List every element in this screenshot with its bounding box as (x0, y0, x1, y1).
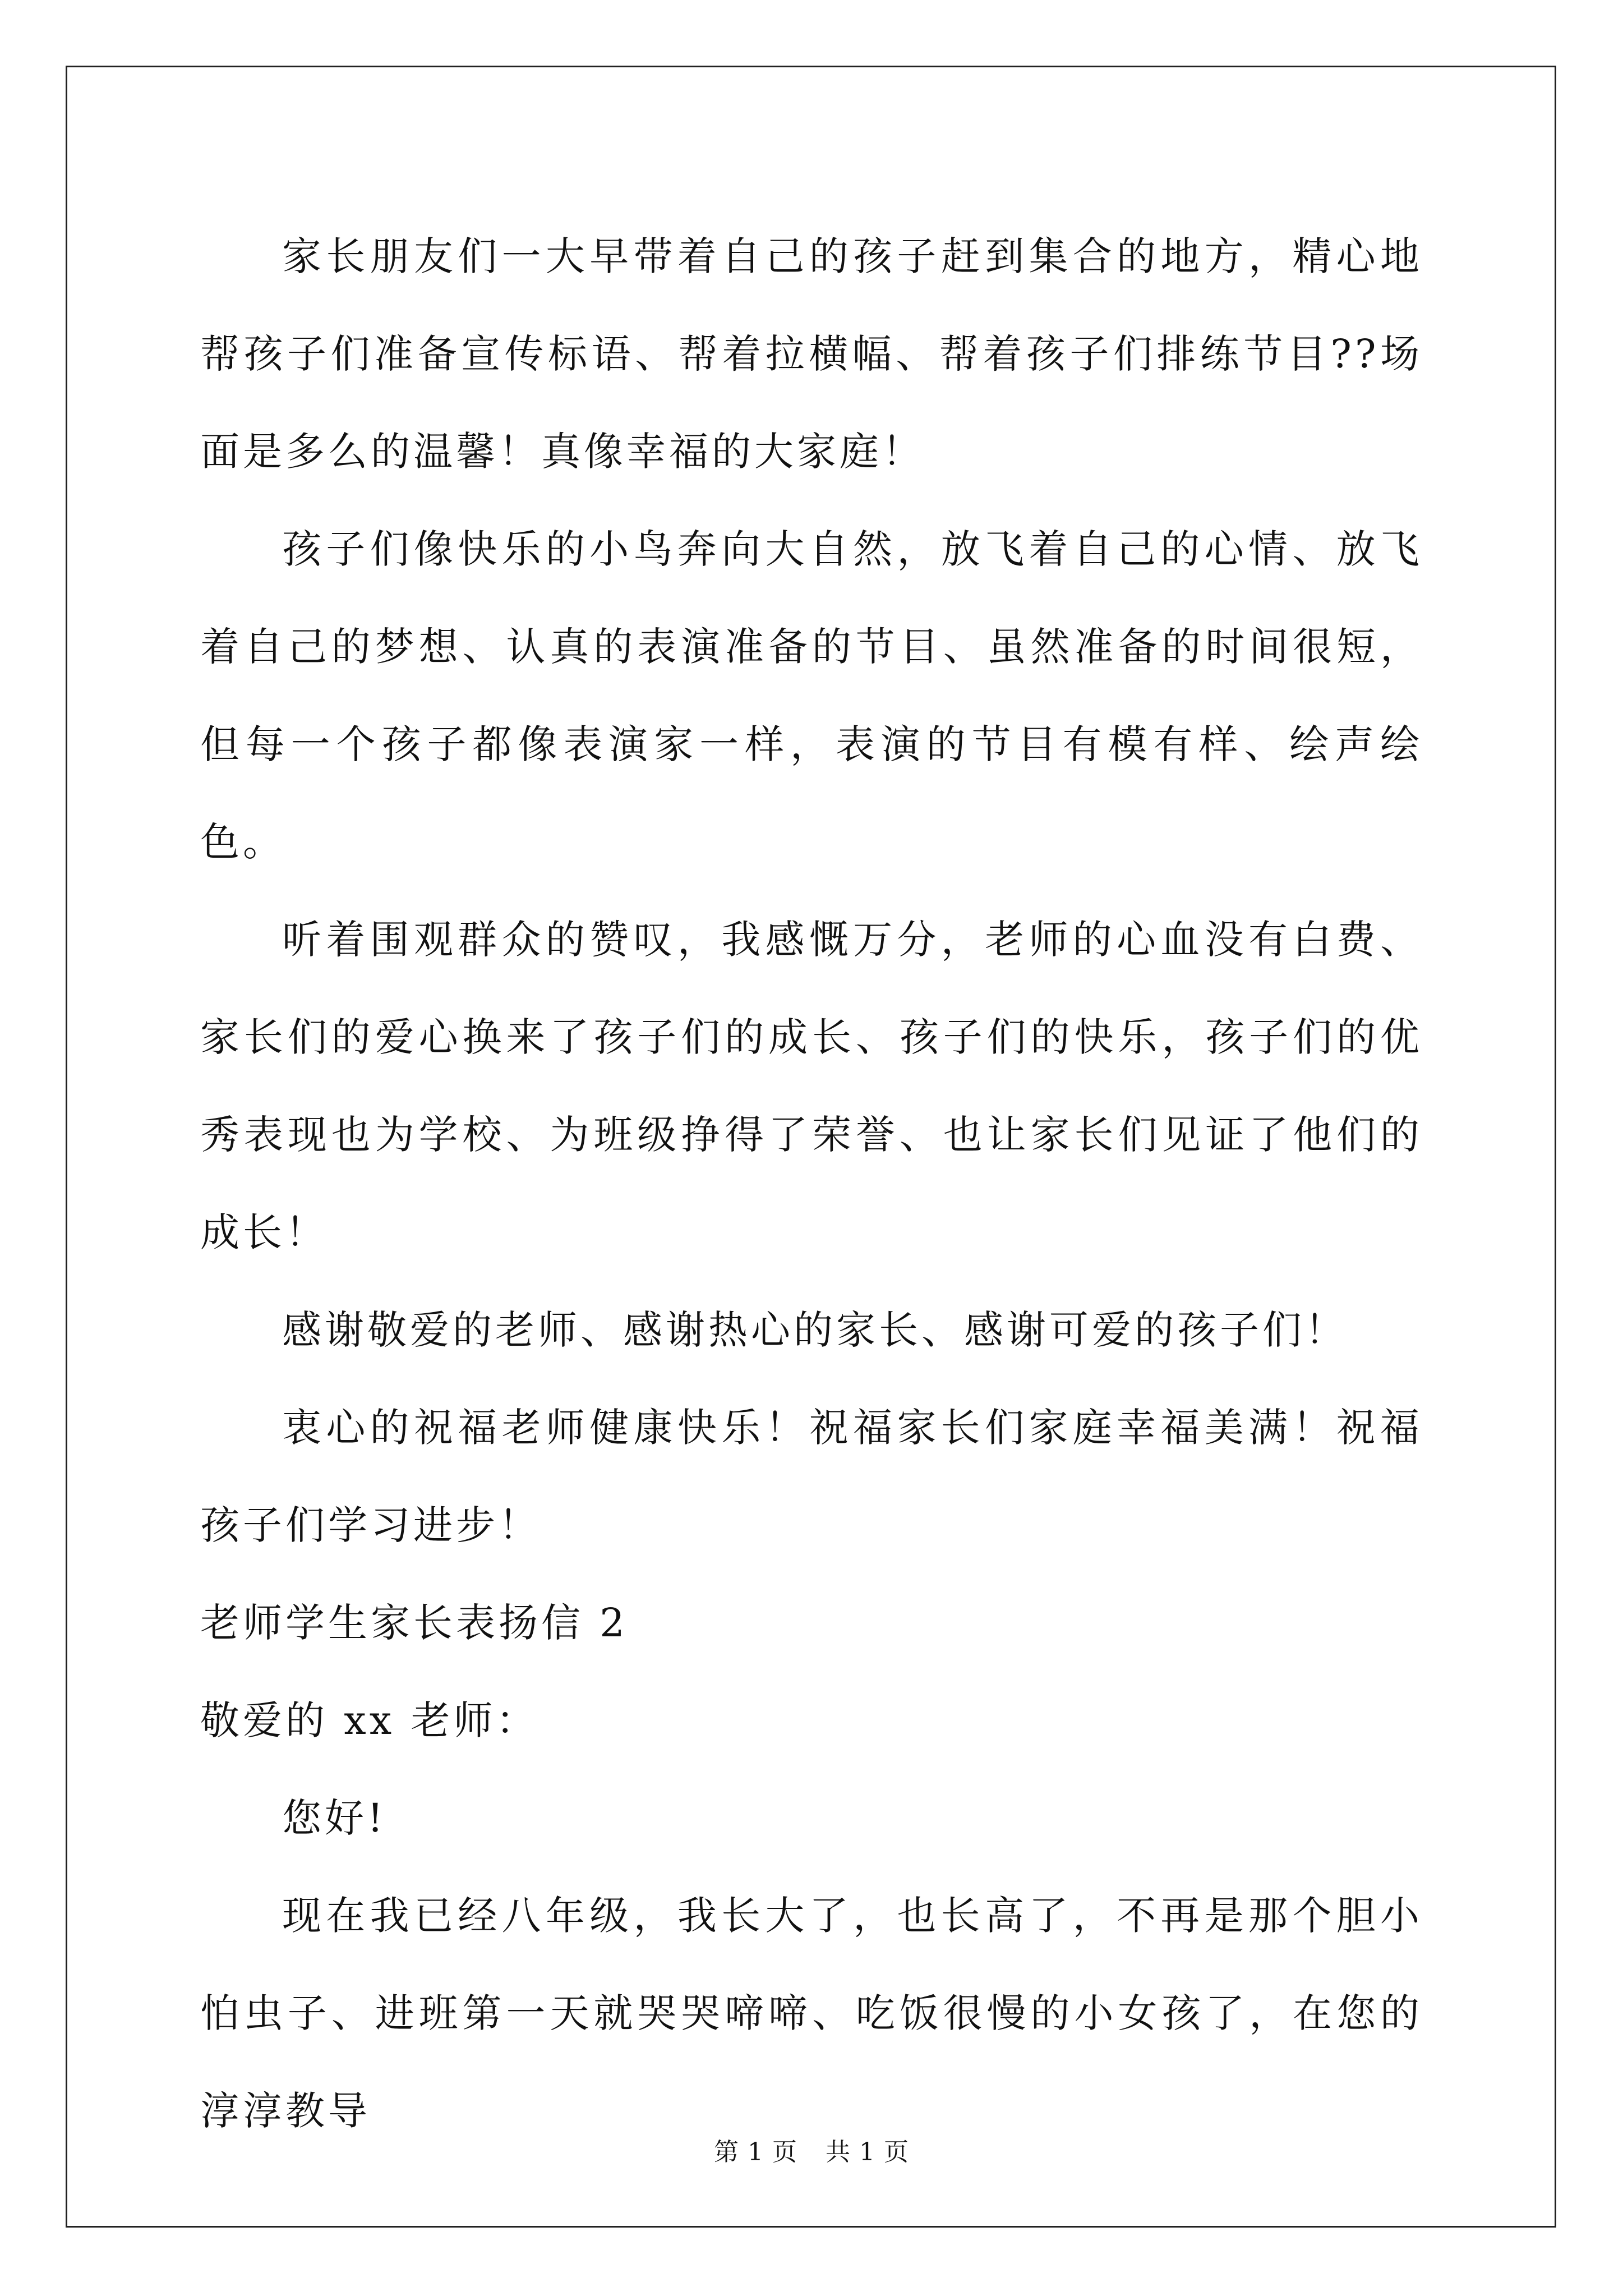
paragraph-4: 感谢敬爱的老师、感谢热心的家长、感谢可爱的孩子们！ (282, 1307, 1348, 1353)
section-title: 老师学生家长表扬信 2 (200, 1600, 628, 1646)
page-footer (0, 2132, 1623, 2168)
document-body (200, 208, 1423, 2160)
page-number-current: 第 1 页 (714, 2138, 797, 2166)
paragraph-5: 衷心的祝福老师健康快乐！祝福家长们家庭幸福美满！祝福孩子们学习进步！ (200, 1405, 1423, 1548)
paragraph-3: 听着围观群众的赞叹，我感慨万分，老师的心血没有白费、家长们的爱心换来了孩子们的成长、孩子们的快乐，孩子们的优秀表现也为学校、为班级挣得了荣誉、也让家长们见证了他们的成长！ (200, 917, 1423, 1255)
greeting: 您好! (282, 1795, 387, 1841)
salutation: 敬爱的 xx 老师： (200, 1697, 539, 1743)
paragraph-body-1: 现在我已经八年级，我长大了，也长高了，不再是那个胆小怕虫子、进班第一天就哭哭啼啼、吃饭很慢的小女孩了，在您的淳淳教导 (200, 1893, 1423, 2134)
page-number-total: 共 1 页 (826, 2138, 909, 2166)
paragraph-1: 家长朋友们一大早带着自己的孩子赶到集合的地方，精心地帮孩子们准备宣传标语、帮着拉横幅、帮着孩子们排练节目??场面是多么的温馨！真像幸福的大家庭！ (200, 233, 1423, 475)
paragraph-2: 孩子们像快乐的小鸟奔向大自然，放飞着自己的心情、放飞着自己的梦想、认真的表演准备的节目、虽然准备的时间很短，但每一个孩子都像表演家一样，表演的节目有模有样、绘声绘色。 (200, 526, 1423, 865)
